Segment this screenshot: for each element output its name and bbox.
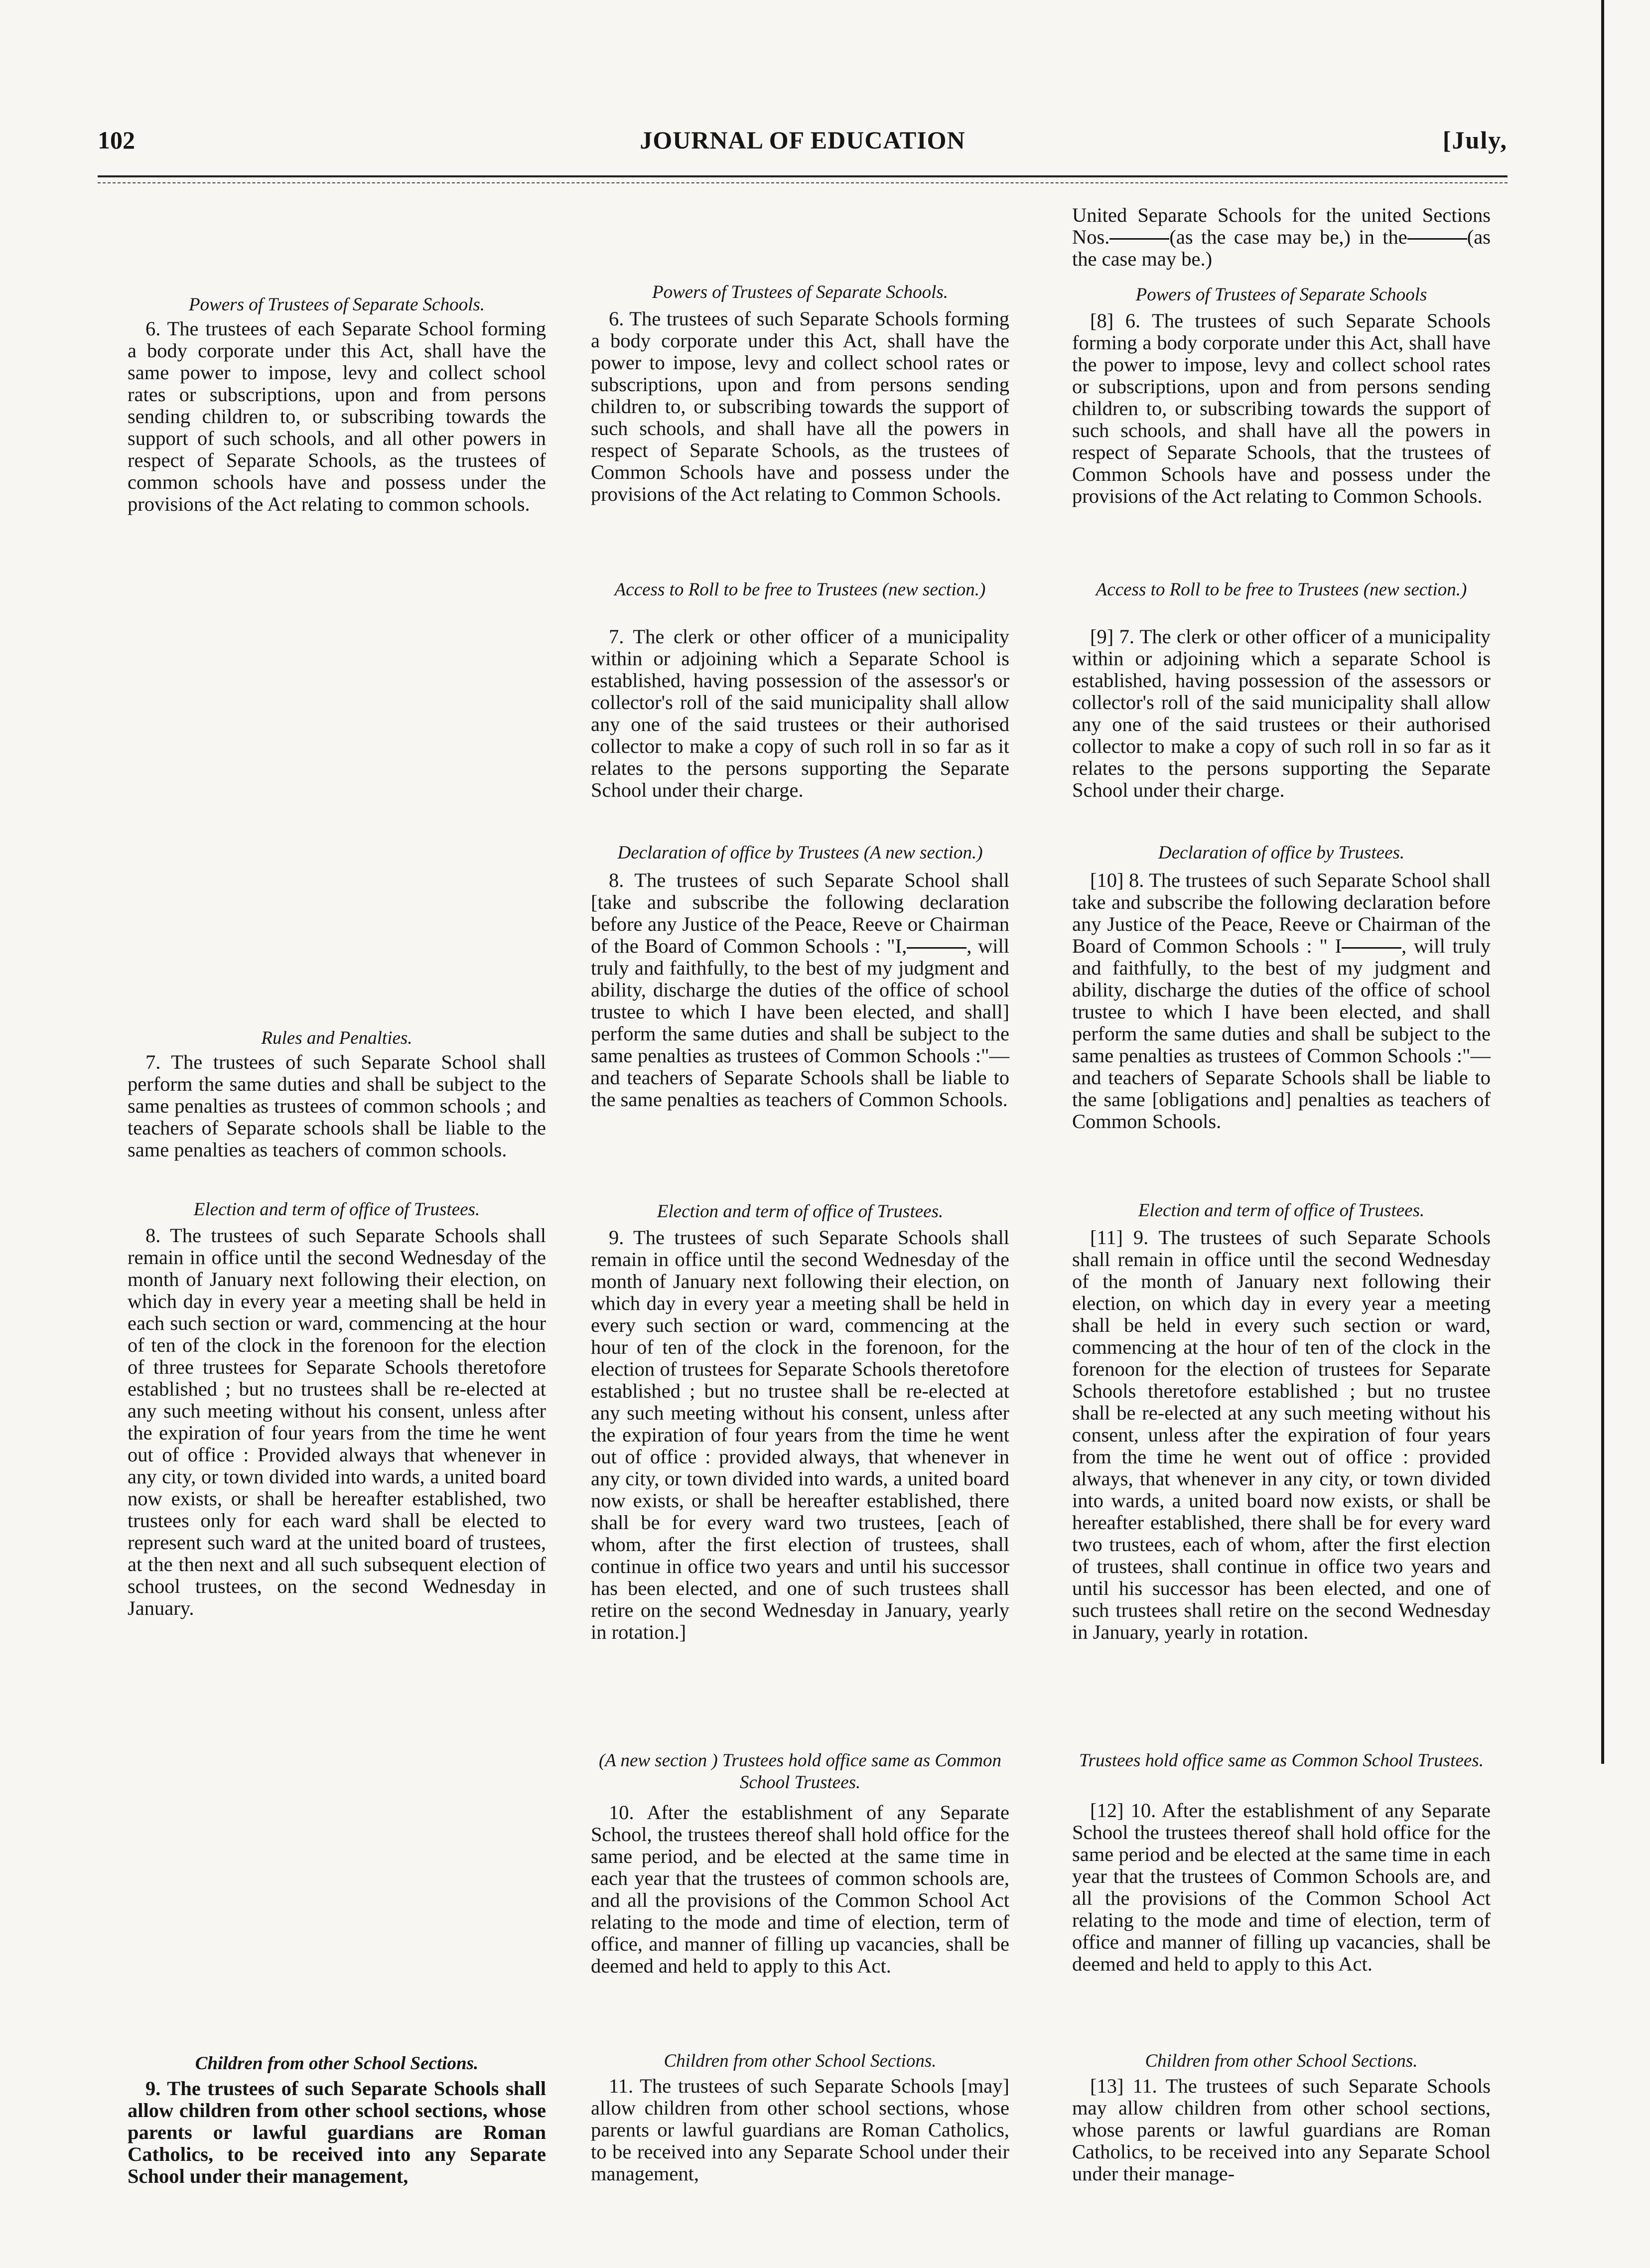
section-heading: Access to Roll to be free to Trustees (new section.) [1096, 579, 1467, 600]
page-header [98, 126, 1508, 165]
section-text: 10. After the establishment of any Separate School, the trustees thereof shall hold office for the same period, and be elected at the same time in each year that the trustees of common schools are, and all the provisions of the Common School Act relating to the mode and time of election, term of office, and manner of filling up vacancies, shall be deemed and held to apply to this Act. [591, 1801, 1009, 1977]
section-heading: Election and term of office of Trustees. [1138, 1200, 1425, 1221]
place-blank [1407, 238, 1467, 240]
section-heading: Rules and Penalties. [261, 1028, 412, 1048]
section-text: 6. The trustees of each Separate School forming a body corporate under this Act, shall have the same power to impose, levy and collect school rates or subscriptions, upon and from persons sending children to, or subscribing towards the support of such schools, and all other powers in respect of Separate Schools, as the trustees of common schools have and possess under the provisions of the Act relating to common schools. [128, 317, 546, 515]
section-text: 9. The trustees of such Separate Schools shall allow children from other school sections, whose parents or lawful guardians are Roman Catholics, to be received into any Separate School under their management, [128, 2077, 546, 2187]
section-heading: Powers of Trustees of Separate Schools. [188, 294, 485, 315]
section-text: [11] 9. The trustees of such Separate Schools shall remain in office until the second Wednesday of the month of January next following their election, on which day in every year a meeting shall be held in every such section or ward, commencing at the hour of ten of the clock in the forenoon for the election of trustees for Separate Schools theretofore established ; but no trustee shall be re-elected at any such meeting without his consent, unless after the expiration of four years from the time he went out of office : provided always, that whenever in any city, or town divided into wards, a united board now exists, or shall be hereafter established, there shall be for every ward two trustees, each of whom, after the first election of trustees, shall continue in office two years and until his successor has been elected, and one of such trustees shall retire on the second Wednesday in January, yearly in rotation. [1072, 1226, 1491, 1643]
section-heading: Children from other School Sections. [664, 2051, 937, 2071]
section-heading: Election and term of office of Trustees. [657, 1201, 944, 1222]
section-heading: Election and term of office of Trustees. [193, 1199, 480, 1220]
section-heading: Trustees hold office same as Common School Trustees. [1079, 1750, 1484, 1771]
declaration-text-part1: 8. The trustees of such Separate School shall [take and subscribe the following declaration before any Justice of the Peace, Reeve or Chairman of the Board of Common Schools : "I, [591, 869, 1009, 957]
section-heading: Declaration of office by Trustees (A new section.) [617, 843, 983, 863]
section-heading: Powers of Trustees of Separate Schools. [652, 282, 949, 302]
declaration-blank [907, 947, 966, 949]
header-month: [July, [1442, 126, 1508, 154]
declaration-text-part2: , will truly and faithfully, to the best of my judgment and ability, discharge the duties of the office of school trustee to which I have been elected, and shall] perform the same duties and shall be subject to the same penalties as trustees of Common Schools :"—and teachers of Separate Schools shall be liable to the same penalties as teachers of Common Schools. [591, 935, 1009, 1111]
section-text: [12] 10. After the establishment of any Separate School the trustees thereof shall hold office for the same period and be elected at the same time in each year that the trustees of Common Schools are, and all the provisions of the Common School Act relating to the mode and time of election, term of office and manner of filling up vacancies, shall be deemed and held to apply to this Act. [1072, 1799, 1491, 1975]
section-text: 8. The trustees of such Separate Schools shall remain in office until the second Wednesday of the month of January next following their election, on which day in every year a meeting shall be held in each such section or ward, commencing at the hour of ten of the clock in the forenoon for the election of three trustees for Separate Schools theretofore established ; but no trustees shall be re-elected at any such meeting without his consent, unless after the expiration of four years from the time he went out of office : Provided always that whenever in any city, or town divided into wards, a united board now exists, or shall be hereafter established, two trustees only for each ward shall be elected to represent such ward at the united board of trustees, at the then next and all such subsequent election of school trustees, on the second Wednesday in January. [128, 1224, 546, 1619]
section-text: [13] 11. The trustees of such Separate Schools may allow children from other school sections, whose parents or lawful guardians are Roman Catholics, to be received into any Separate School under their manage- [1072, 2075, 1491, 2185]
section-heading: Access to Roll to be free to Trustees (new section.) [614, 579, 986, 600]
section-text: 7. The trustees of such Separate School shall perform the same duties and shall be subject to the same penalties as trustees of common schools ; and teachers of Separate schools shall be liable to the same penalties as teachers of common schools. [128, 1051, 546, 1161]
header-rule-dashed [98, 182, 1508, 183]
declaration-text-part2: , will truly and faithfully, to the best of my judgment and ability, discharge the duties of the office of school trustee to which I have been elected, and shall perform the same duties and shall be subject to the same penalties as trustees of Common Schools :"—and teachers of Separate Schools shall be liable to the same [obligations and] penalties as teachers of Common Schools. [1072, 935, 1491, 1133]
section-text [591, 869, 1009, 1111]
section-text: [8] 6. The trustees of such Separate Schools forming a body corporate under this Act, shall have the power to impose, levy and collect school rates or subscriptions, upon and from persons sending children to, or subscribing towards the support of such schools, and shall have all the powers in respect of Separate Schools, that the trustees of Common Schools have and possess under the provisions of the Act relating to Common Schools. [1072, 309, 1491, 507]
section-heading: Children from other School Sections. [1145, 2051, 1418, 2071]
section-heading: Declaration of office by Trustees. [1158, 843, 1405, 863]
section-text: 11. The trustees of such Separate Schools [may] allow children from other school sections, whose parents or lawful guardians are Roman Catholics, to be received into any Separate School under their management, [591, 2075, 1009, 2185]
section-heading: Powers of Trustees of Separate Schools [1135, 284, 1427, 305]
section-text: 7. The clerk or other officer of a municipality within or adjoining which a Separate School is established, having possession of the assessor's or collector's roll of the said municipality shall allow any one of the said trustees or their authorised collector to make a copy of such roll in so far as it relates to the persons supporting the Separate School under their charge. [591, 625, 1009, 801]
declaration-blank [1342, 947, 1401, 949]
section-text: 9. The trustees of such Separate Schools shall remain in office until the second Wednesday of the month of January next following their election, on which day in every year a meeting shall be held in every such section or ward, commencing at the hour of ten of the clock in the forenoon, for the election of trustees for Separate Schools theretofore established ; but no trustee shall be re-elected at any such meeting without his consent, unless after the expiration of four years from the time he went out of office : provided always, that whenever in any city, or town divided into wards, a united board now exists, or shall be hereafter established, there shall be for every ward two trustees, [each of whom, after the first election of trustees, shall continue in office two years and until his successor has been elected, and one of such trustees shall retire on the second Wednesday in January, yearly in rotation.] [591, 1226, 1009, 1643]
running-title: JOURNAL OF EDUCATION [640, 126, 965, 154]
sections-blank [1109, 238, 1169, 240]
declaration-text-part1: [10] 8. The trustees of such Separate School shall take and subscribe the following declaration before any Justice of the Peace, Reeve or Chairman of the Board of Common Schools : " I [1072, 869, 1491, 957]
section-text [1072, 869, 1491, 1133]
continued-text: United Separate Schools for the united Sections Nos. (as the case may be,) in the (as the case may be.) [1072, 204, 1491, 270]
page-number: 102 [98, 126, 135, 154]
section-text: 6. The trustees of such Separate Schools forming a body corporate under this Act, shall have the power to impose, levy and collect school rates or subscriptions, upon and from persons sending children to, or subscribing towards the support of such schools, and shall have all the powers in respect of Separate Schools, as the trustees of Common Schools have and possess under the provisions of the Act relating to Common Schools. [591, 307, 1009, 505]
section-heading: Children from other School Sections. [195, 2053, 479, 2074]
right-margin-rule [1601, 0, 1604, 1764]
header-rule [98, 175, 1508, 177]
section-text: [9] 7. The clerk or other officer of a municipality within or adjoining which a separate School is established, having possession of the assessors or collector's roll of the said municipality shall allow any one of the said trustees or their authorised collector to make a copy of such roll in so far as it relates to the persons supporting the Separate School under their charge. [1072, 625, 1491, 801]
section-heading: (A new section ) Trustees hold office same as Common School Trustees. [598, 1750, 1002, 1793]
